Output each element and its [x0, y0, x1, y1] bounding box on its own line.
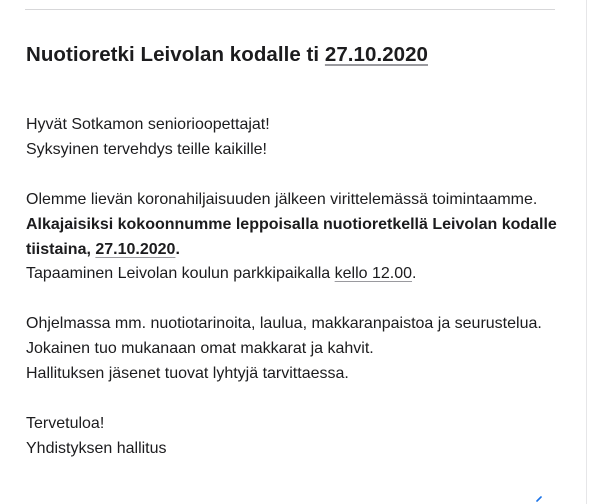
meeting-line	[26, 262, 571, 287]
scrollbar-track[interactable]	[586, 0, 587, 504]
email-body	[26, 113, 571, 462]
meeting-suffix: .	[412, 265, 417, 283]
intro-paragraph	[26, 188, 571, 288]
meeting-prefix: Tapaaminen Leivolan koulun parkkipaikalla	[26, 265, 335, 283]
email-subject	[26, 42, 428, 68]
program-line: Ohjelmassa mm. nuotiotarinoita, laulua, makkaranpaistoa ja seurustelua.	[26, 315, 542, 333]
signature-line: Yhdistyksen hallitus	[26, 439, 167, 457]
bold-date-suffix: .	[175, 240, 180, 258]
closing-line: Tervetuloa!	[26, 414, 105, 432]
bold-date-prefix: tiistaina,	[26, 240, 96, 258]
header-divider	[25, 9, 555, 10]
intro-bold-date-line	[26, 238, 571, 263]
intro-line: Olemme lievän koronahiljaisuuden jälkeen virittelemässä toimintaamme.	[26, 190, 538, 208]
greeting-line: Hyvät Sotkamon seniorioopettajat!	[26, 116, 270, 133]
meeting-time-link[interactable]: kello 12.00	[334, 265, 413, 283]
chevron-icon[interactable]	[534, 496, 544, 504]
body-date-link[interactable]: 27.10.2020	[95, 240, 176, 258]
program-line: Hallituksen jäsenet tuovat lyhtyjä tarvittaessa.	[26, 365, 349, 383]
greeting-line: Syksyinen tervehdys teille kaikille!	[26, 140, 267, 158]
program-line: Jokainen tuo mukanaan omat makkarat ja kahvit.	[26, 340, 374, 358]
email-subject-text: Nuotioretki Leivolan kodalle ti	[26, 43, 325, 66]
subject-date-link[interactable]: 27.10.2020	[324, 43, 429, 66]
program-paragraph	[26, 312, 571, 387]
intro-bold-line: Alkajaisiksi kokoonnumme leppoisalla nuotioretkellä Leivolan kodalle	[26, 215, 557, 233]
closing-paragraph	[26, 412, 571, 462]
greeting-paragraph	[26, 113, 571, 163]
